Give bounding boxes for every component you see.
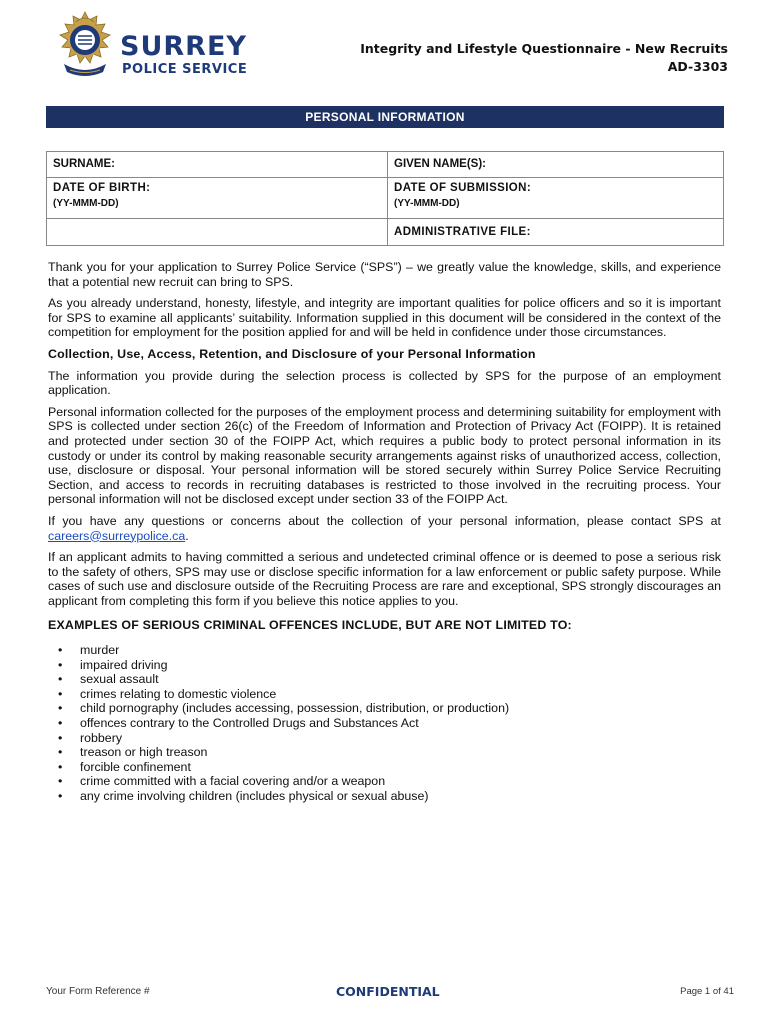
document-title-block (360, 40, 728, 76)
offence-list-item (58, 672, 721, 687)
offence-list-item (58, 774, 721, 789)
heading-personal-information-collection: Collection, Use, Access, Retention, and Disclosure of your Personal Information (48, 346, 536, 361)
bullet-icon: • (58, 730, 63, 745)
bullet-icon: • (58, 759, 63, 774)
offence-list-item (58, 657, 721, 673)
brand-name: SURREY (120, 31, 247, 62)
document-code: AD-3303 (667, 59, 728, 74)
offence-text: crimes relating to domestic violence (80, 686, 277, 701)
empty-cell (47, 219, 388, 246)
bullet-icon: • (58, 643, 63, 658)
brand-subtitle: POLICE SERVICE (122, 62, 248, 77)
bullet-icon: • (58, 716, 63, 731)
bullet-icon: • (58, 789, 63, 803)
surname-label: SURNAME: (53, 158, 115, 170)
offence-list-item (58, 789, 721, 804)
offence-text: robbery (80, 730, 123, 745)
offence-text: any crime involving children (includes physical or sexual abuse) (80, 789, 429, 803)
offence-text: forcible confinement (80, 759, 191, 774)
paragraph-contact (48, 514, 721, 543)
surname-field[interactable] (47, 152, 388, 178)
paragraph-foipp: Personal information collected for the purposes of the employment process and determining suitability for employment with SPS is collected under section 26(c) of the Freedom of Information and Protection of Privacy Act (FOIPP). It is retained and protected under section 30 of the FOIPP Act, which requires a public body to protect personal information in its custody or under its control by making reasonable security arrangements against risks of unauthorized access, collection, use, disclosure or disposal. Your personal information will be stored securely within Surrey Police Service Recruiting Section, and access to records in recruiting databases is restricted to those involved in the recruiting process. Your personal information will not be disclosed except under section 33 of the FOIPP Act. (48, 404, 721, 507)
footer-form-reference: Your Form Reference # (46, 986, 150, 997)
bullet-icon: • (58, 745, 63, 760)
personal-info-table (46, 151, 724, 246)
offence-list-item (58, 716, 721, 731)
footer-confidential: CONFIDENTIAL (336, 984, 440, 999)
heading-serious-offences: EXAMPLES OF SERIOUS CRIMINAL OFFENCES INCLUDE, BUT ARE NOT LIMITED TO: (48, 618, 572, 633)
bullet-icon: • (58, 701, 63, 716)
date-of-submission-label: DATE OF SUBMISSION: (394, 182, 532, 194)
date-of-birth-field[interactable] (47, 178, 388, 219)
footer-page-number: Page 1 of 41 (680, 986, 734, 997)
date-of-submission-field[interactable] (388, 178, 724, 219)
contact-text: If you have any questions or concerns about the collection of your personal information, please contact SPS at (48, 513, 721, 528)
offence-list-item (58, 701, 721, 716)
offence-text: murder (80, 643, 120, 658)
paragraph-disclosure-warning: If an applicant admits to having committed a serious and undetected criminal offence or is deemed to pose a serious risk to the safety of others, SPS may use or disclose specific information for a law enforcement or public safety purpose. While cases of such use and disclosure outside of the Recruiting Process are rare and exceptional, SPS strongly discourages an applicant from completing this form if you believe this notice applies to you. (48, 550, 721, 608)
offence-text: offences contrary to the Controlled Drugs and Substances Act (80, 716, 419, 731)
careers-email-link[interactable]: careers@surreypolice.ca (48, 528, 186, 543)
offence-list-item (58, 759, 721, 775)
offences-list (48, 643, 721, 804)
offence-list-item (58, 745, 721, 760)
date-of-birth-label: DATE OF BIRTH: (53, 182, 151, 194)
given-names-field[interactable] (388, 152, 724, 178)
police-crest-icon (52, 10, 118, 80)
contact-text-end: . (185, 528, 189, 543)
paragraph-integrity: As you already understand, honesty, lifestyle, and integrity are important qualities for police officers and so it is important for SPS to examine all applicants’ suitability. Information supplied in this document will be considered in the context of the competition for employment for the position applied for and will be held in confidence under those circumstances. (48, 296, 721, 340)
surrey-police-logo (52, 10, 272, 82)
offence-text: sexual assault (80, 672, 159, 687)
section-banner-personal-information: PERSONAL INFORMATION (46, 106, 724, 128)
offence-text: crime committed with a facial covering and/or a weapon (80, 774, 386, 789)
offence-text: child pornography (includes accessing, possession, distribution, or production) (80, 701, 510, 716)
bullet-icon: • (58, 774, 63, 789)
administrative-file-field[interactable] (388, 219, 724, 246)
paragraph-thank-you: Thank you for your application to Surrey Police Service (“SPS”) – we greatly value the knowledge, skills, and experience that a potential new recruit can bring to SPS. (48, 260, 721, 289)
administrative-file-label: ADMINISTRATIVE FILE: (394, 226, 531, 238)
offence-text: treason or high treason (80, 745, 208, 760)
paragraph-collection-purpose: The information you provide during the selection process is collected by SPS for the purpose of an employment application. (48, 368, 721, 398)
bullet-icon: • (58, 686, 63, 701)
body-text (48, 260, 721, 804)
date-of-birth-format: (YY-MMM-DD) (53, 198, 119, 209)
offence-text: impaired driving (80, 657, 168, 672)
bullet-icon: • (58, 672, 63, 687)
bullet-icon: • (58, 657, 63, 672)
offence-list-item (58, 730, 721, 746)
date-of-submission-format: (YY-MMM-DD) (394, 198, 460, 209)
given-names-label: GIVEN NAME(S): (394, 158, 486, 170)
offence-list-item (58, 686, 721, 702)
offence-list-item (58, 643, 721, 658)
document-title: Integrity and Lifestyle Questionnaire - New Recruits (360, 41, 728, 56)
